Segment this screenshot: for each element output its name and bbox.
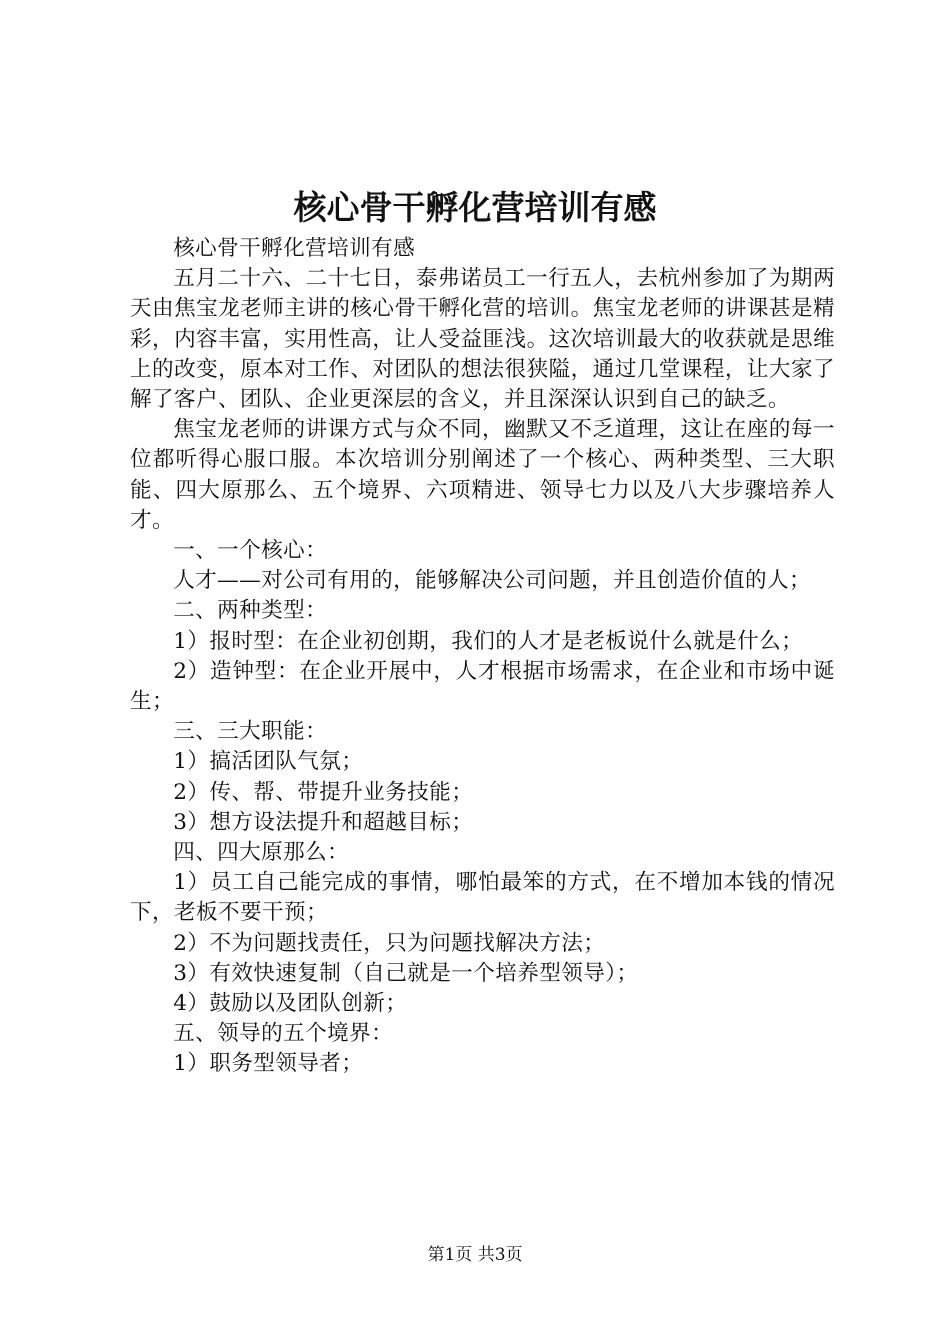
list-item: 1）职务型领导者； — [173, 1051, 364, 1077]
document-title: 核心骨干孵化营培训有感 — [293, 188, 657, 227]
list-item: 2）不为问题找责任，只为问题找解决方法； — [173, 930, 606, 956]
paragraph: 焦宝龙老师的讲课方式与众不同，幽默又不乏道理，这让在座的每一位都听得心服口服。本次培训分别阐述了一个核心、两种类型、三大职能、四大原那么、五个境界、六项精进、领导七力以及八大步骤培养人才。 — [130, 417, 835, 533]
document-body — [130, 234, 835, 1080]
section-heading: 一、一个核心： — [173, 538, 328, 564]
list-item: 2）造钟型：在企业开展中，人才根据市场需求，在企业和市场中诞生； — [130, 658, 835, 715]
section-heading: 三、三大职能： — [173, 719, 328, 745]
list-item: 4）鼓励以及团队创新； — [173, 991, 408, 1017]
page-footer: 第1页 共3页 — [427, 1245, 523, 1265]
paragraph: 核心骨干孵化营培训有感 — [173, 236, 416, 261]
section-heading: 二、两种类型： — [173, 598, 328, 624]
list-item: 3）想方设法提升和超越目标； — [173, 809, 474, 835]
list-item: 1）报时型：在企业初创期，我们的人才是老板说什么就是什么； — [173, 628, 804, 654]
section-heading: 五、领导的五个境界： — [173, 1021, 394, 1047]
list-item: 1）搞活团队气氛； — [173, 749, 364, 775]
list-item: 3）有效快速复制（自己就是一个培养型领导）； — [173, 960, 639, 986]
paragraph: 人才——对公司有用的，能够解决公司问题，并且创造价值的人； — [173, 568, 812, 594]
section-heading: 四、四大原那么： — [173, 840, 350, 866]
list-item: 1）员工自己能完成的事情，哪怕最笨的方式，在不增加本钱的情况下，老板不要干预； — [130, 870, 835, 926]
paragraph: 五月二十六、二十七日，泰弗诺员工一行五人，去杭州参加了为期两天由焦宝龙老师主讲的核心骨干孵化营的培训。焦宝龙老师的讲课甚是精彩，内容丰富，实用性高，让人受益匪浅。这次培训最大的收获就是思维上的改变，原本对工作、对团队的想法很狭隘，通过几堂课程，让大家了解了客户、团队、企业更深层的含义，并且深深认识到自己的缺乏。 — [130, 266, 835, 413]
list-item: 2）传、帮、带提升业务技能； — [173, 779, 474, 805]
